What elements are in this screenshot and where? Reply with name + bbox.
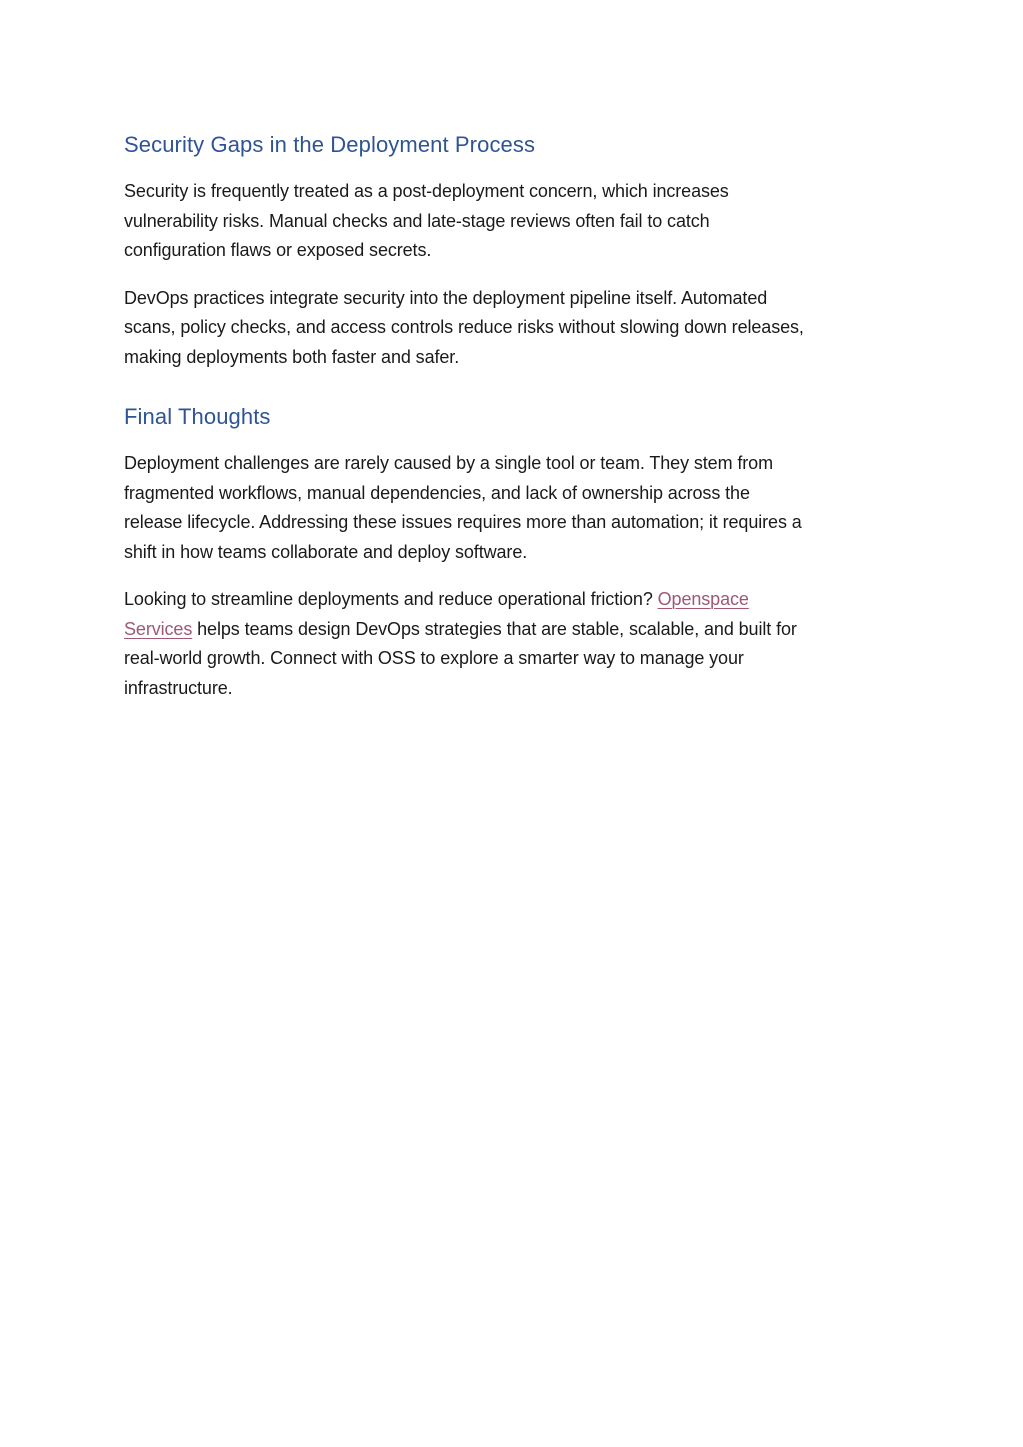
text-line xyxy=(124,177,933,207)
text-line xyxy=(124,508,933,538)
text-segment: infrastructure. xyxy=(124,677,233,698)
paragraph-devops-practices xyxy=(124,284,933,373)
section-heading-security-gaps: Security Gaps in the Deployment Process xyxy=(124,132,536,157)
text-segment: DevOps practices integrate security into the deployment pipeline itself. Automated xyxy=(124,287,768,308)
openspace-services-link[interactable]: Services xyxy=(124,618,193,639)
text-line xyxy=(124,644,933,674)
text-line xyxy=(124,343,933,373)
text-line xyxy=(124,284,933,314)
paragraph-deployment-challenges xyxy=(124,449,933,567)
text-segment: Looking to streamline deployments and reduce operational friction? xyxy=(124,589,658,609)
section-heading-final-thoughts: Final Thoughts xyxy=(124,404,271,429)
text-segment: release lifecycle. Addressing these issues requires more than automation; it requires a xyxy=(124,512,802,532)
text-line xyxy=(124,674,933,704)
text-segment: configuration flaws or exposed secrets. xyxy=(124,240,432,260)
text-segment: making deployments both faster and safer. xyxy=(124,346,460,367)
text-line xyxy=(124,479,933,509)
text-segment: Security is frequently treated as a post-deployment concern, which increases xyxy=(124,181,729,201)
openspace-services-link[interactable]: Openspace xyxy=(657,589,749,609)
text-line xyxy=(124,207,933,237)
text-segment: vulnerability risks. Manual checks and late-stage reviews often fail to catch xyxy=(124,210,710,231)
text-segment: scans, policy checks, and access controls reduce risks without slowing down releases, xyxy=(124,317,804,337)
paragraph-openspace-cta xyxy=(124,585,933,703)
text-segment: shift in how teams collaborate and deploy software. xyxy=(124,541,528,562)
text-line xyxy=(124,449,933,479)
paragraph-security-risks xyxy=(124,177,933,266)
text-segment: helps teams design DevOps strategies that are stable, scalable, and built for xyxy=(192,618,797,639)
text-line xyxy=(124,313,933,343)
text-line xyxy=(124,585,933,615)
text-line xyxy=(124,615,933,645)
text-segment: Deployment challenges are rarely caused by a single tool or team. They stem from xyxy=(124,453,773,473)
text-segment: fragmented workflows, manual dependencies, and lack of ownership across the xyxy=(124,482,750,503)
text-segment: real-world growth. Connect with OSS to explore a smarter way to manage your xyxy=(124,648,744,668)
text-line xyxy=(124,538,933,568)
text-line xyxy=(124,236,933,266)
